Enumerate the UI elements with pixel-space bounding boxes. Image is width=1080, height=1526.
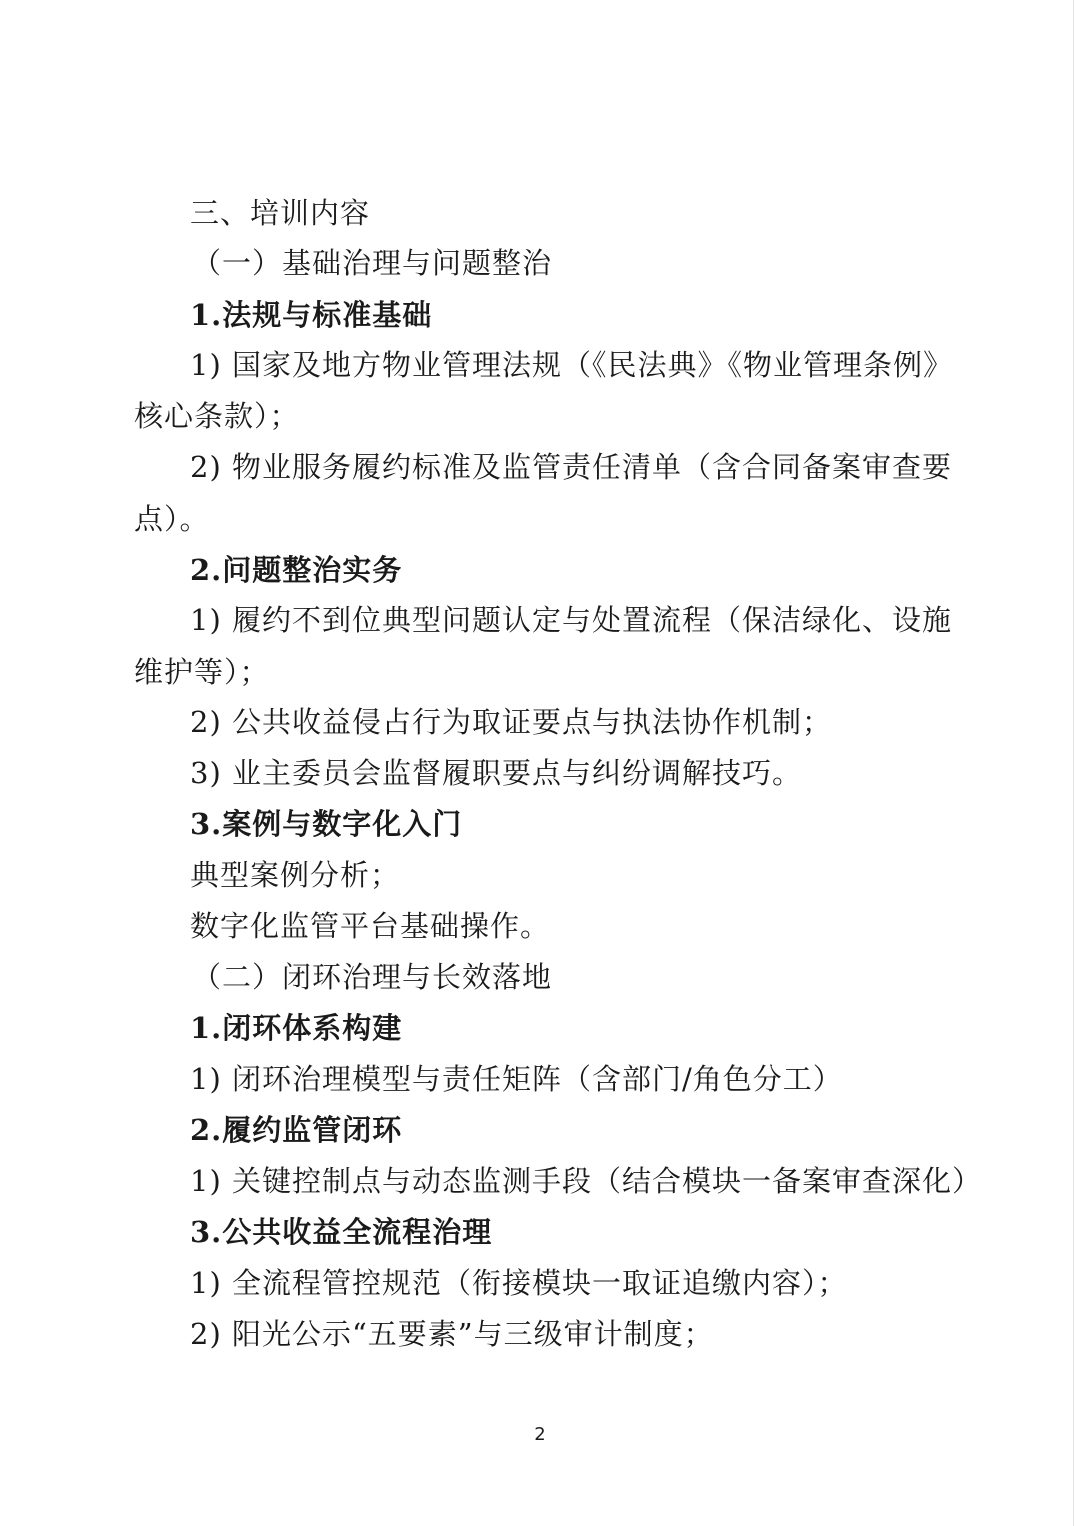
page-number: 2 [534,1424,546,1445]
part2-sub3-item1: 1) 全流程管控规范（衔接模块一取证追缴内容）； [190,1266,848,1300]
part1-sub1-item1-line2: 核心条款）； [134,399,300,433]
part1-sub3-item1: 典型案例分析； [190,858,401,892]
part1-sub2-item1-line1: 1) 履约不到位典型问题认定与处置流程（保洁绿化、设施 [190,603,952,637]
part1-title: （一）基础治理与问题整治 [192,246,553,280]
part2-sub2-title: 2.履约监管闭环 [190,1113,403,1147]
part1-sub1-item2-line2: 点）。 [134,502,210,536]
part1-sub3-item2: 数字化监管平台基础操作。 [190,909,551,943]
section-heading: 三、培训内容 [190,196,371,230]
part1-sub2-item2: 2) 公共收益侵占行为取证要点与执法协作机制； [190,705,832,739]
part2-sub1-item1: 1) 闭环治理模型与责任矩阵（含部门/角色分工） [190,1062,843,1096]
part1-sub3-title: 3.案例与数字化入门 [190,807,463,841]
part1-sub1-item1-line1: 1) 国家及地方物业管理法规（《民法典》《物业管理条例》 [190,348,953,382]
part2-sub2-item1: 1) 关键控制点与动态监测手段（结合模块一备案审查深化） [190,1164,982,1198]
part2-sub3-title: 3.公共收益全流程治理 [190,1215,493,1249]
part1-sub2-item1-line2: 维护等）； [134,655,270,689]
part2-sub1-title: 1.闭环体系构建 [190,1011,403,1045]
page-edge-shadow [1073,0,1074,1526]
part1-sub1-item2-line1: 2) 物业服务履约标准及监管责任清单（含合同备案审查要 [190,450,952,484]
part1-sub2-item3: 3) 业主委员会监督履职要点与纠纷调解技巧。 [190,756,802,790]
part2-sub3-item2: 2) 阳光公示“五要素”与三级审计制度； [190,1317,714,1351]
part1-sub2-title: 2.问题整治实务 [190,553,403,587]
part1-sub1-title: 1.法规与标准基础 [190,298,433,332]
part2-title: （二）闭环治理与长效落地 [192,960,553,994]
